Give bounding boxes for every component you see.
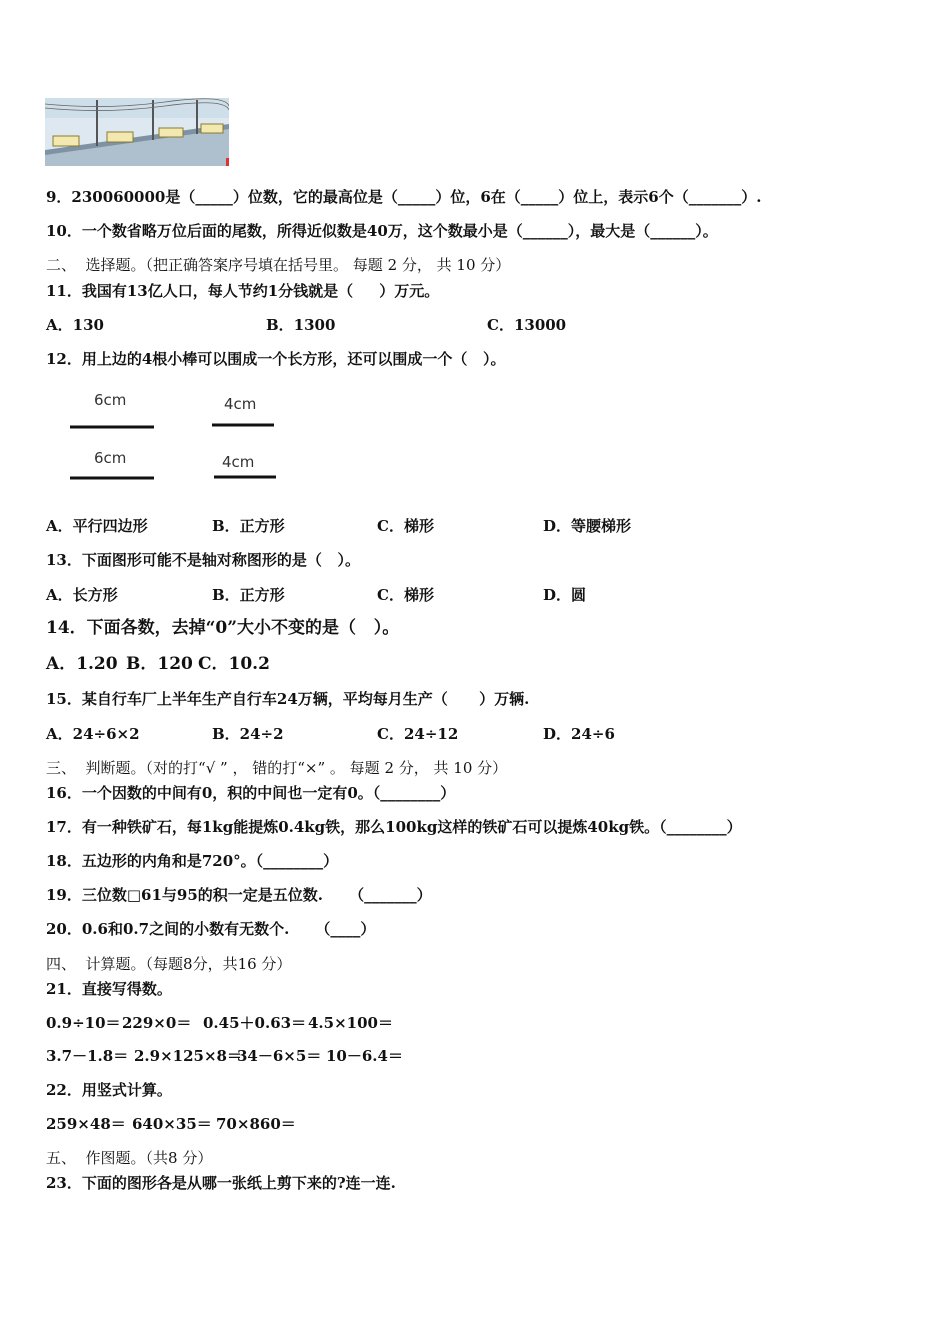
calc-item: 10－6.4＝ (326, 1047, 403, 1065)
question-22-stem: 22．用竖式计算。 (46, 1081, 172, 1099)
question-10: 10．一个数省略万位后面的尾数，所得近似数是40万，这个数最小是（______），最大是（______）。 (46, 222, 718, 240)
calc-item: 640×35＝ (132, 1115, 212, 1133)
q11-option-b[interactable]: B．1300 (266, 316, 336, 334)
road-railing-illustration (45, 98, 229, 166)
question-18: 18．五边形的内角和是720°。（________） (46, 852, 339, 870)
q12-option-c[interactable]: C．梯形 (377, 517, 434, 535)
question-21-stem: 21．直接写得数。 (46, 980, 172, 998)
q12-option-a[interactable]: A．平行四边形 (46, 517, 148, 535)
q15-option-a[interactable]: A．24÷6×2 (46, 725, 140, 743)
stick-label: 6cm (94, 391, 127, 409)
q13-option-b[interactable]: B．正方形 (212, 586, 285, 604)
sticks-figure (60, 385, 290, 495)
calc-item: 4.5×100＝ (308, 1014, 393, 1032)
question-13-stem: 13．下面图形可能不是轴对称图形的是（ ）。 (46, 551, 361, 569)
question-20: 20．0.6和0.7之间的小数有无数个. （____） (46, 920, 376, 938)
q14-option-c[interactable]: C．10.2 (198, 654, 270, 674)
question-23: 23．下面的图形各是从哪一张纸上剪下来的?连一连. (46, 1174, 396, 1192)
q15-option-c[interactable]: C．24÷12 (377, 725, 459, 743)
calc-item: 0.45＋0.63＝ (203, 1014, 307, 1032)
q12-option-b[interactable]: B．正方形 (212, 517, 285, 535)
calc-item: 3.7－1.8＝ (46, 1047, 129, 1065)
question-17: 17．有一种铁矿石，每1kg能提炼0.4kg铁，那么100kg这样的铁矿石可以提炼40kg铁。（________） (46, 818, 742, 836)
q14-option-a[interactable]: A．1.20 (46, 654, 118, 674)
question-12-stem: 12．用上边的4根小棒可以围成一个长方形，还可以围成一个（ ）。 (46, 350, 506, 368)
calc-item: 259×48＝ (46, 1115, 126, 1133)
q11-option-c[interactable]: C．13000 (487, 316, 567, 334)
q12-option-d[interactable]: D．等腰梯形 (543, 517, 632, 535)
q15-option-d[interactable]: D．24÷6 (543, 725, 615, 743)
section-4-heading: 四、 计算题。（每题8分，共16 分） (46, 955, 292, 973)
question-15-stem: 15．某自行车厂上半年生产自行车24万辆，平均每月生产（ ）万辆. (46, 690, 530, 708)
question-19: 19．三位数□61与95的积一定是五位数. （_______） (46, 886, 432, 904)
stick-label: 4cm (224, 395, 257, 413)
q13-option-c[interactable]: C．梯形 (377, 586, 434, 604)
section-5-heading: 五、 作图题。（共8 分） (46, 1149, 213, 1167)
calc-item: 2.9×125×8＝ (134, 1047, 242, 1065)
q14-option-b[interactable]: B．120 (126, 654, 193, 674)
q13-option-a[interactable]: A．长方形 (46, 586, 118, 604)
section-3-heading: 三、 判断题。（对的打“√ ” ， 错的打“×” 。 每题 2 分， 共 10 分） (46, 759, 508, 777)
question-16: 16．一个因数的中间有0，积的中间也一定有0。（________） (46, 784, 456, 802)
stick-label: 4cm (222, 453, 255, 471)
calc-item: 34－6×5＝ (237, 1047, 322, 1065)
question-14-stem: 14．下面各数，去掉“0”大小不变的是（ ）。 (46, 618, 400, 638)
calc-item: 229×0＝ (122, 1014, 192, 1032)
q13-option-d[interactable]: D．圆 (543, 586, 587, 604)
calc-item: 0.9÷10＝ (46, 1014, 121, 1032)
q15-option-b[interactable]: B．24÷2 (212, 725, 284, 743)
question-9: 9．230060000是（_____）位数，它的最高位是（_____）位，6在（_____）位上，表示6个（_______）. (46, 188, 762, 206)
q11-option-a[interactable]: A．130 (46, 316, 104, 334)
calc-item: 70×860＝ (216, 1115, 296, 1133)
section-2-heading: 二、 选择题。（把正确答案序号填在括号里。 每题 2 分， 共 10 分） (46, 256, 511, 274)
stick-label: 6cm (94, 449, 127, 467)
question-11-stem: 11．我国有13亿人口，每人节约1分钱就是（ ）万元。 (46, 282, 440, 300)
